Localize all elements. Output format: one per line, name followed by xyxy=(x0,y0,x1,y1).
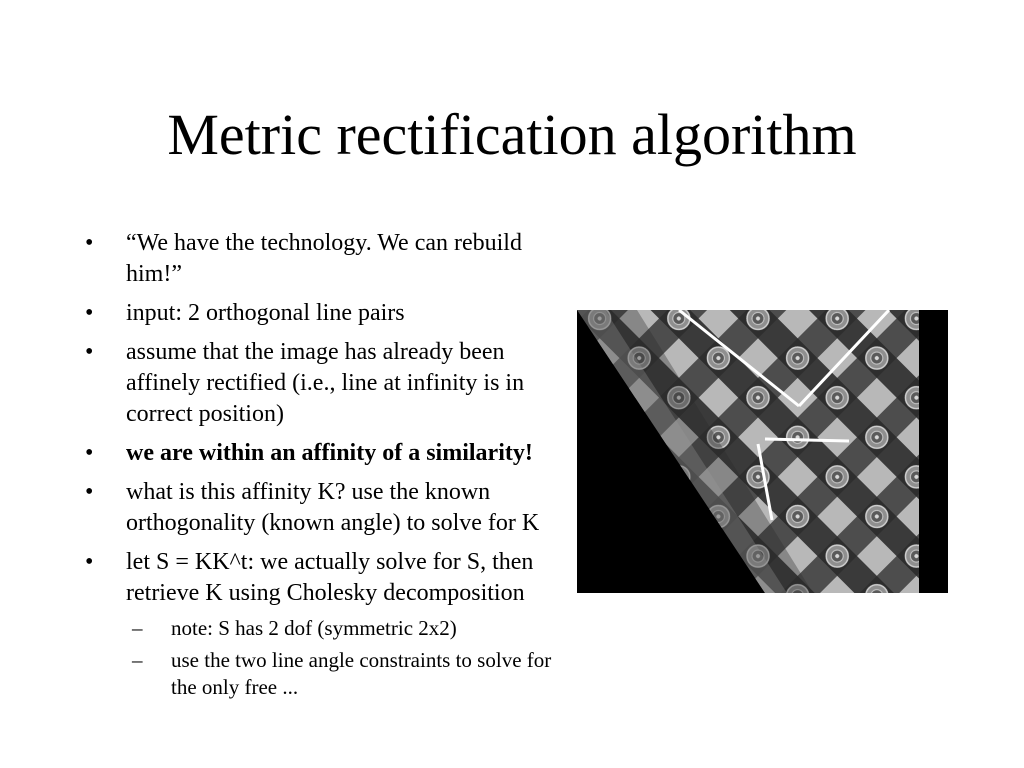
sub-bullet-item xyxy=(126,647,555,701)
bullet-marker: • xyxy=(85,339,94,365)
bullet-text: what is this affinity K? use the known orthogonality (known angle) to solve for K xyxy=(126,479,540,536)
slide-title: Metric rectification algorithm xyxy=(167,102,857,167)
bullet-marker: • xyxy=(85,300,94,326)
bullet-item xyxy=(85,228,555,290)
bullet-item-emphasis xyxy=(85,438,555,469)
bullet-text: input: 2 orthogonal line pairs xyxy=(126,300,405,326)
sub-bullet-marker: – xyxy=(132,616,143,640)
sub-bullet-list xyxy=(126,615,555,701)
bullet-item xyxy=(85,547,555,701)
bullet-marker: • xyxy=(85,479,94,505)
rectified-floor-image xyxy=(577,310,948,593)
bullet-item xyxy=(85,477,555,539)
bullet-text: assume that the image has already been affinely rectified (i.e., line at infinity is in correct position) xyxy=(126,339,525,427)
bullet-item xyxy=(85,337,555,430)
bullet-marker: • xyxy=(85,549,94,575)
bullet-text: we are within an affinity of a similarity! xyxy=(126,440,533,466)
sub-bullet-marker: – xyxy=(132,648,143,672)
floor-image-svg xyxy=(577,310,948,593)
bullet-marker: • xyxy=(85,440,94,466)
sub-bullet-text: note: S has 2 dof (symmetric 2x2) xyxy=(171,616,457,640)
bullet-text: “We have the technology. We can rebuild him!” xyxy=(126,230,522,287)
bullet-text: let S = KK^t: we actually solve for S, then retrieve K using Cholesky decomposition xyxy=(126,549,534,606)
bullet-item xyxy=(85,298,555,329)
bullet-marker: • xyxy=(85,230,94,256)
sub-bullet-text: use the two line angle constraints to solve for the only free ... xyxy=(171,648,552,699)
bullet-list xyxy=(85,228,555,709)
sub-bullet-item xyxy=(126,615,555,642)
